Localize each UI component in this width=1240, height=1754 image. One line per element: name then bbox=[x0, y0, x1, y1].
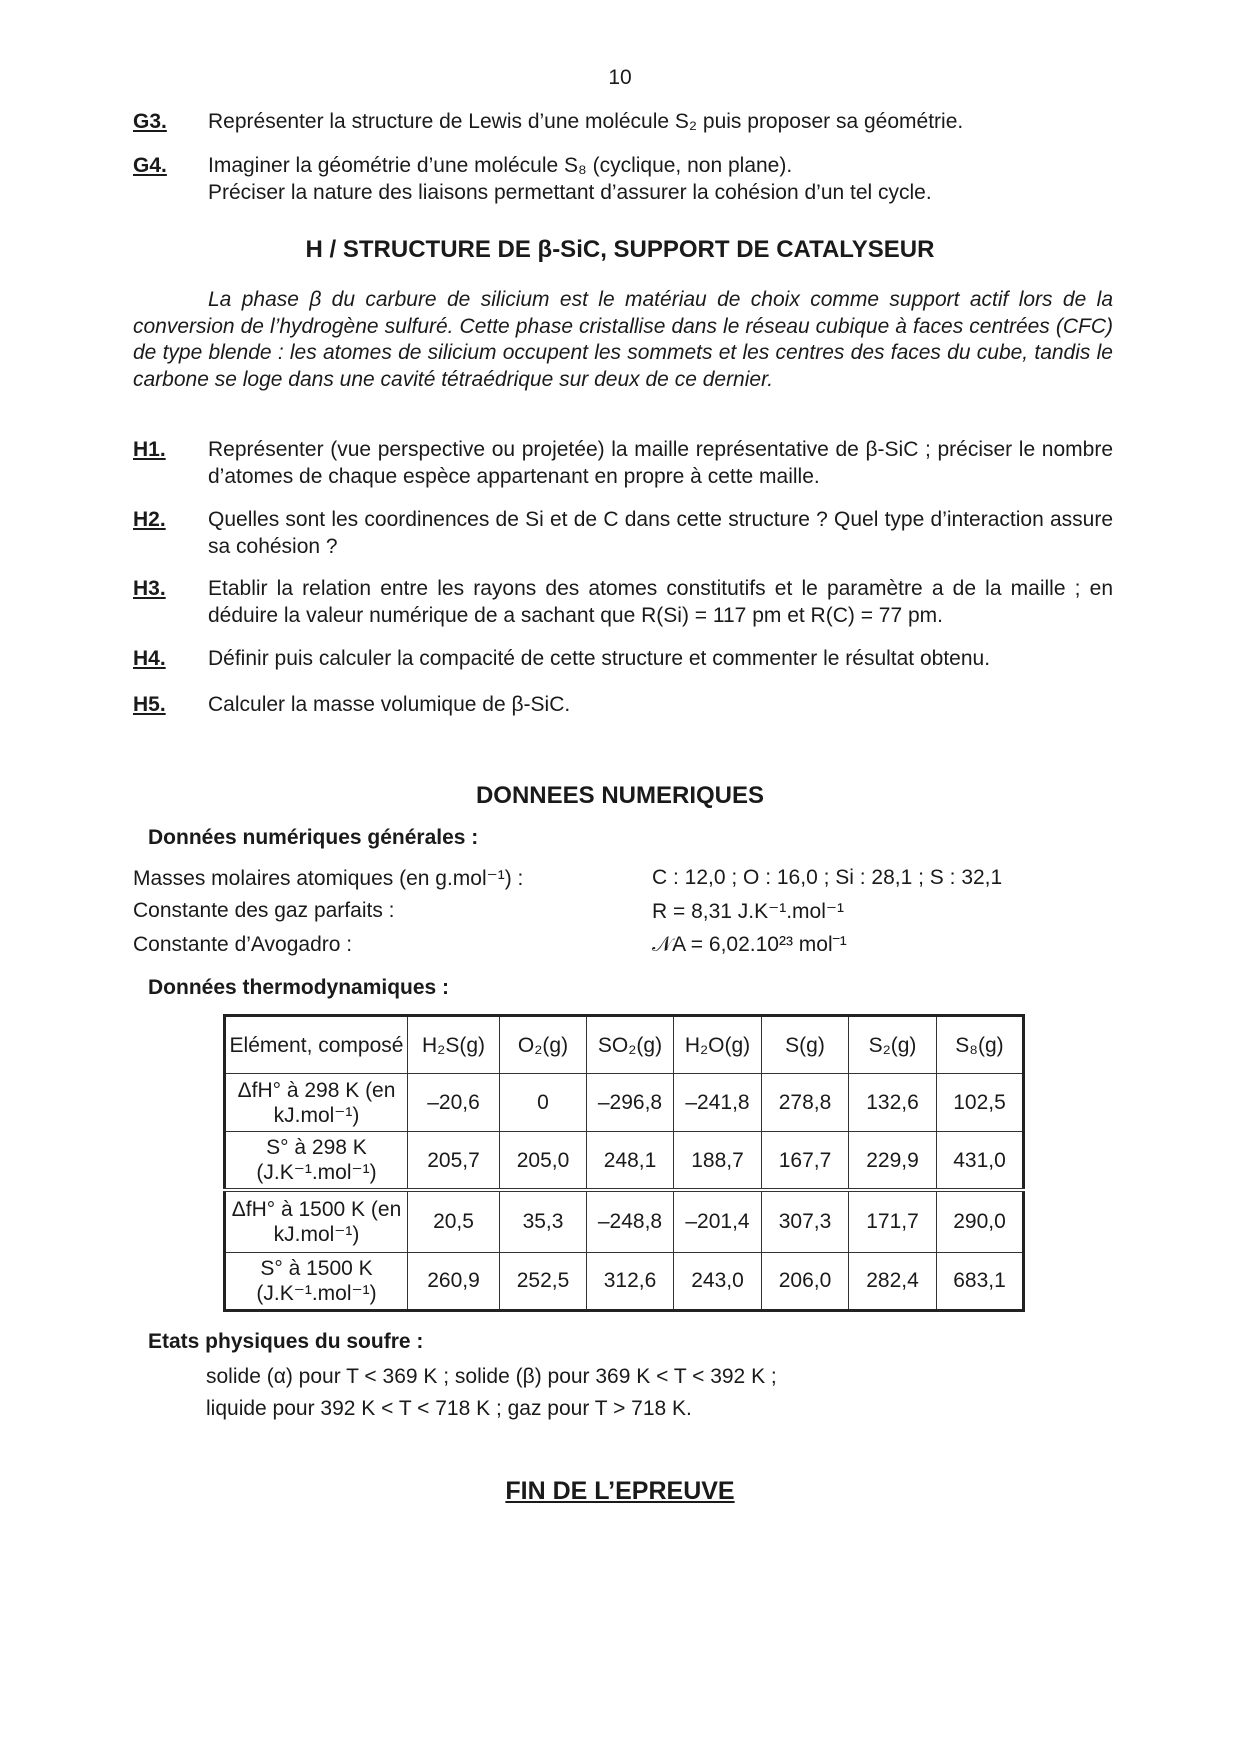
question-text: Quelles sont les coordinences de Si et de C dans cette structure ? Quel type d’interaction assure sa cohésion ? bbox=[208, 508, 1113, 558]
table-cell: 260,9 bbox=[408, 1252, 500, 1310]
generales-label: Masses molaires atomiques (en g.mol⁻¹) : bbox=[133, 867, 524, 890]
section-h-intro: La phase β du carbure de silicium est le matériau de choix comme support actif lors de la conversion de l’hydrogène sulfuré. Cette phase cristallise dans le réseau cubique à faces centrées (CFC) de type blende : les atomes de silicium occupent les sommets et les centres des faces du cube, tandis le carbone se loge dans une cavité tétraédrique sur deux de ce dernier. bbox=[133, 288, 1113, 391]
row-label: ΔfH° à 1500 K (en kJ.mol⁻¹) bbox=[225, 1190, 408, 1252]
generales-label: Constante des gaz parfaits : bbox=[133, 899, 395, 922]
question-label: H2. bbox=[133, 508, 166, 531]
table-header-cell: S₈(g) bbox=[937, 1016, 1024, 1074]
table-row bbox=[225, 1132, 1024, 1190]
etats-line: solide (α) pour T < 369 K ; solide (β) pour 369 K < T < 392 K ; bbox=[206, 1365, 777, 1388]
table-header-cell: O₂(g) bbox=[500, 1016, 587, 1074]
table-header-cell: H₂S(g) bbox=[408, 1016, 500, 1074]
end-of-exam-text: FIN DE L’EPREUVE bbox=[505, 1477, 735, 1505]
table-cell: 132,6 bbox=[849, 1074, 937, 1132]
table-cell: 171,7 bbox=[849, 1190, 937, 1252]
table-cell: –20,6 bbox=[408, 1074, 500, 1132]
page-number: 10 bbox=[608, 66, 632, 89]
question-h3 bbox=[133, 575, 1113, 631]
table-cell: 0 bbox=[500, 1074, 587, 1132]
table-header-cell: SO₂(g) bbox=[587, 1016, 674, 1074]
table-cell: 205,0 bbox=[500, 1132, 587, 1190]
row-label: S° à 1500 K (J.K⁻¹.mol⁻¹) bbox=[225, 1252, 408, 1310]
table-cell: –248,8 bbox=[587, 1190, 674, 1252]
table-cell: 312,6 bbox=[587, 1252, 674, 1310]
question-label: H5. bbox=[133, 693, 166, 716]
table-row bbox=[225, 1190, 1024, 1252]
table-header-cell: Elément, composé bbox=[225, 1016, 408, 1074]
question-label: H4. bbox=[133, 647, 166, 670]
generales-value: C : 12,0 ; O : 16,0 ; Si : 28,1 ; S : 32,1 bbox=[652, 866, 1003, 889]
generales-value: R = 8,31 J.K⁻¹.mol⁻¹ bbox=[652, 900, 844, 923]
table-cell: 290,0 bbox=[937, 1190, 1024, 1252]
table-cell: 431,0 bbox=[937, 1132, 1024, 1190]
question-text: Calculer la masse volumique de β-SiC. bbox=[208, 693, 571, 716]
table-cell: 243,0 bbox=[674, 1252, 762, 1310]
table-cell: 167,7 bbox=[762, 1132, 849, 1190]
question-label: G3. bbox=[133, 110, 167, 133]
question-text: Imaginer la géométrie d’une molécule S₈ (cyclique, non plane). bbox=[208, 154, 793, 177]
question-h1 bbox=[133, 436, 1113, 492]
table-cell: –241,8 bbox=[674, 1074, 762, 1132]
question-g4 bbox=[133, 152, 1113, 208]
generales-label: Constante d’Avogadro : bbox=[133, 933, 353, 956]
table-cell: –296,8 bbox=[587, 1074, 674, 1132]
end-of-exam bbox=[0, 1477, 1240, 1506]
question-text: Représenter la structure de Lewis d’une molécule S₂ puis proposer sa géométrie. bbox=[208, 110, 964, 133]
row-label: S° à 298 K (J.K⁻¹.mol⁻¹) bbox=[225, 1132, 408, 1190]
table-cell: –201,4 bbox=[674, 1190, 762, 1252]
question-h2 bbox=[133, 506, 1113, 562]
table-cell: 278,8 bbox=[762, 1074, 849, 1132]
table-cell: 282,4 bbox=[849, 1252, 937, 1310]
table-header-cell: S(g) bbox=[762, 1016, 849, 1074]
question-text: Préciser la nature des liaisons permettant d’assurer la cohésion d’un tel cycle. bbox=[208, 181, 932, 204]
thermo-table bbox=[223, 1014, 1025, 1312]
table-header-cell: H₂O(g) bbox=[674, 1016, 762, 1074]
table-header-row bbox=[225, 1016, 1024, 1074]
question-label: H1. bbox=[133, 438, 166, 461]
question-g3 bbox=[133, 108, 1113, 138]
table-cell: 683,1 bbox=[937, 1252, 1024, 1310]
table-cell: 307,3 bbox=[762, 1190, 849, 1252]
table-cell: 205,7 bbox=[408, 1132, 500, 1190]
thermo-title: Données thermodynamiques : bbox=[148, 976, 450, 999]
question-label: G4. bbox=[133, 154, 167, 177]
table-row bbox=[225, 1074, 1024, 1132]
question-text: Etablir la relation entre les rayons des atomes constitutifs et le paramètre a de la maille ; en déduire la valeur numérique de a sachant que R(Si) = 117 pm et R(C) = 77 pm. bbox=[208, 577, 1113, 627]
etats-title: Etats physiques du soufre : bbox=[148, 1330, 424, 1353]
etats-line: liquide pour 392 K < T < 718 K ; gaz pour T > 718 K. bbox=[206, 1397, 692, 1420]
donnees-title: DONNEES NUMERIQUES bbox=[475, 782, 765, 809]
table-row bbox=[225, 1252, 1024, 1310]
table-header-cell: S₂(g) bbox=[849, 1016, 937, 1074]
generales-title: Données numériques générales : bbox=[148, 826, 479, 849]
question-text: Définir puis calculer la compacité de cette structure et commenter le résultat obtenu. bbox=[208, 647, 991, 670]
table-cell: 20,5 bbox=[408, 1190, 500, 1252]
question-text: Représenter (vue perspective ou projetée) la maille représentative de β-SiC ; préciser le nombre d’atomes de chaque espèce appartenant en propre à cette maille. bbox=[208, 438, 1113, 488]
table-cell: 206,0 bbox=[762, 1252, 849, 1310]
section-h-title: H / STRUCTURE DE β-SiC, SUPPORT DE CATALYSEUR bbox=[305, 236, 935, 263]
row-label: ΔfH° à 298 K (en kJ.mol⁻¹) bbox=[225, 1074, 408, 1132]
question-label: H3. bbox=[133, 577, 166, 600]
table-cell: 188,7 bbox=[674, 1132, 762, 1190]
table-cell: 102,5 bbox=[937, 1074, 1024, 1132]
table-cell: 252,5 bbox=[500, 1252, 587, 1310]
table-cell: 35,3 bbox=[500, 1190, 587, 1252]
question-h4 bbox=[133, 645, 1113, 675]
table-cell: 248,1 bbox=[587, 1132, 674, 1190]
generales-value: 𝒩A = 6,02.10²³ mol⁻¹ bbox=[652, 933, 847, 956]
table-cell: 229,9 bbox=[849, 1132, 937, 1190]
question-h5 bbox=[133, 691, 1113, 721]
